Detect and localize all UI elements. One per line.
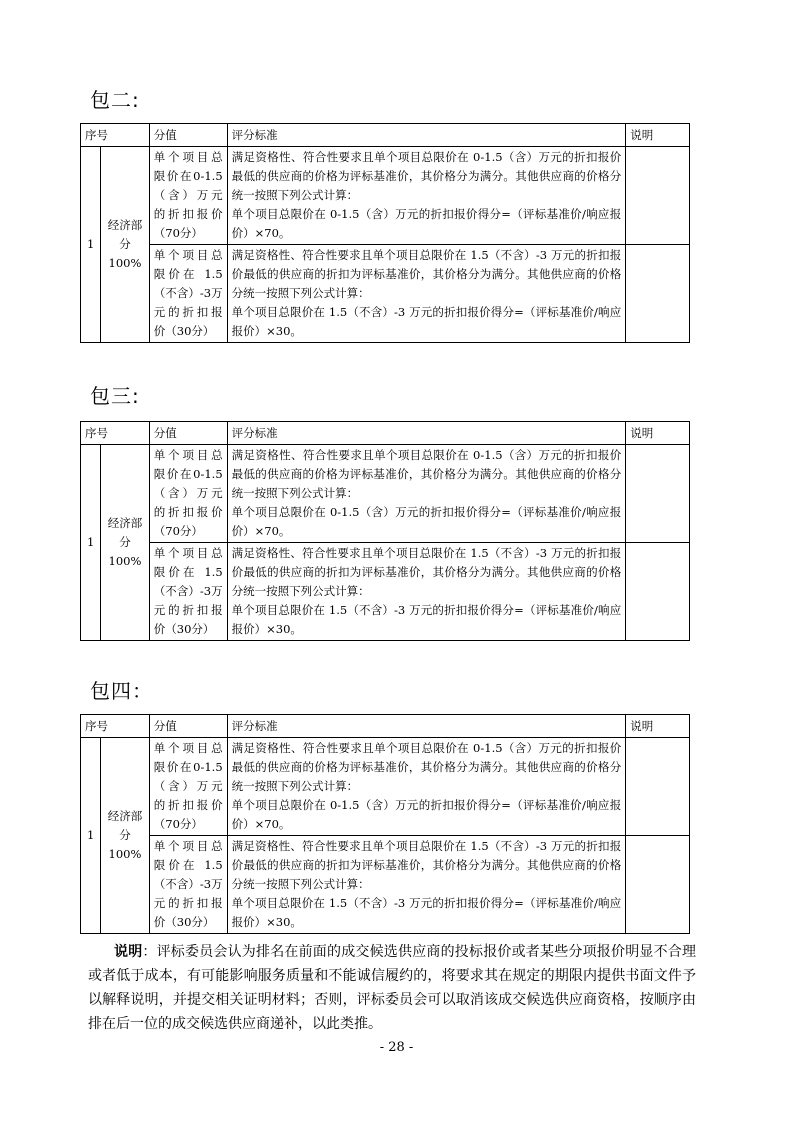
header-seq: 序号 (81, 124, 150, 147)
table-header-row (81, 124, 690, 147)
value-cell: 单个项目总限价在0-1.5（含）万元的折扣报价（70分） (149, 445, 227, 543)
table-row (81, 147, 690, 245)
header-standard: 评分标准 (227, 124, 626, 147)
standard-main: 满足资格性、符合性要求且单个项目总限价在 0-1.5（含）万元的折扣报价最低的供应商的价格为评标基准价，其价格分为满分。其他供应商的价格分统一按照下列公式计算： (231, 150, 622, 202)
scoring-table (80, 714, 690, 934)
row-seq: 1 (81, 445, 101, 641)
standard-main: 满足资格性、符合性要求且单个项目总限价在 0-1.5（含）万元的折扣报价最低的供应商的价格为评标基准价，其价格分为满分。其他供应商的价格分统一按照下列公式计算： (231, 448, 622, 500)
section-title: 包二: (90, 88, 140, 112)
standard-cell (227, 543, 626, 641)
section-title: 包三: (90, 384, 140, 408)
standard-main: 满足资格性、符合性要求且单个项目总限价在 0-1.5（含）万元的折扣报价最低的供应商的价格为评标基准价，其价格分为满分。其他供应商的价格分统一按照下列公式计算： (231, 741, 622, 793)
value-cell: 单个项目总限价在 1.5（不含）-3万元的折扣报价（30分） (149, 836, 227, 934)
note-cell (626, 543, 690, 641)
row-seq: 1 (81, 738, 101, 934)
note-cell (626, 836, 690, 934)
standard-formula: 单个项目总限价在 1.5（不含）-3 万元的折扣报价得分=（评标基准价/响应报价）×30。 (231, 896, 622, 929)
standard-formula: 单个项目总限价在 0-1.5（含）万元的折扣报价得分=（评标基准价/响应报价）×70。 (231, 207, 622, 240)
standard-formula: 单个项目总限价在 1.5（不含）-3 万元的折扣报价得分=（评标基准价/响应报价）×30。 (231, 305, 622, 338)
value-cell: 单个项目总限价在0-1.5（含）万元的折扣报价（70分） (149, 738, 227, 836)
standard-formula: 单个项目总限价在 1.5（不含）-3 万元的折扣报价得分=（评标基准价/响应报价）×30。 (231, 603, 622, 636)
standard-cell (227, 738, 626, 836)
table-header-row (81, 422, 690, 445)
standard-main: 满足资格性、符合性要求且单个项目总限价在 1.5（不含）-3 万元的折扣报价最低的供应商的折扣为评标基准价，其价格分为满分。其他供应商的价格分统一按照下列公式计算： (231, 546, 622, 598)
header-value: 分值 (149, 715, 227, 738)
explanation-label: 说明 (114, 944, 143, 960)
section-title: 包四： (90, 679, 153, 703)
header-seq: 序号 (81, 715, 150, 738)
scoring-table (80, 123, 690, 343)
scoring-table (80, 421, 690, 641)
header-standard: 评分标准 (227, 715, 626, 738)
page-number: - 28 - (379, 1040, 414, 1055)
table-row (81, 445, 690, 543)
note-cell (626, 147, 690, 245)
header-standard: 评分标准 (227, 422, 626, 445)
table-row (81, 738, 690, 836)
standard-cell (227, 245, 626, 343)
category-cell: 经济部分100% (101, 738, 150, 934)
value-cell: 单个项目总限价在 1.5（不含）-3万元的折扣报价（30分） (149, 245, 227, 343)
header-note: 说明 (626, 715, 690, 738)
standard-cell (227, 147, 626, 245)
row-seq: 1 (81, 147, 101, 343)
category-cell: 经济部分100% (101, 445, 150, 641)
category-cell: 经济部分100% (101, 147, 150, 343)
explanation-paragraph (88, 940, 696, 1036)
standard-formula: 单个项目总限价在 0-1.5（含）万元的折扣报价得分=（评标基准价/响应报价）×70。 (231, 798, 622, 831)
standard-main: 满足资格性、符合性要求且单个项目总限价在 1.5（不含）-3 万元的折扣报价最低的供应商的折扣为评标基准价，其价格分为满分。其他供应商的价格分统一按照下列公式计算： (231, 248, 622, 300)
standard-formula: 单个项目总限价在 0-1.5（含）万元的折扣报价得分=（评标基准价/响应报价）×70。 (231, 505, 622, 538)
value-cell: 单个项目总限价在 1.5（不含）-3万元的折扣报价（30分） (149, 543, 227, 641)
header-value: 分值 (149, 124, 227, 147)
standard-cell (227, 836, 626, 934)
explanation-text: ：评标委员会认为排名在前面的成交候选供应商的投标报价或者某些分项报价明显不合理或者低于成本，有可能影响服务质量和不能诚信履约的，将要求其在规定的期限内提供书面文件予以解释说明，并提交相关证明材料；否则，评标委员会可以取消该成交候选供应商资格，按顺序由排在后一位的成交候选供应商递补，以此类推。 (88, 944, 697, 1032)
table-row (81, 543, 690, 641)
note-cell (626, 445, 690, 543)
header-seq: 序号 (81, 422, 150, 445)
note-cell (626, 245, 690, 343)
header-value: 分值 (149, 422, 227, 445)
table-header-row (81, 715, 690, 738)
value-cell: 单个项目总限价在0-1.5（含）万元的折扣报价（70分） (149, 147, 227, 245)
table-row (81, 245, 690, 343)
header-note: 说明 (626, 124, 690, 147)
table-row (81, 836, 690, 934)
standard-cell (227, 445, 626, 543)
header-note: 说明 (626, 422, 690, 445)
standard-main: 满足资格性、符合性要求且单个项目总限价在 1.5（不含）-3 万元的折扣报价最低的供应商的折扣为评标基准价，其价格分为满分。其他供应商的价格分统一按照下列公式计算： (231, 839, 622, 891)
note-cell (626, 738, 690, 836)
